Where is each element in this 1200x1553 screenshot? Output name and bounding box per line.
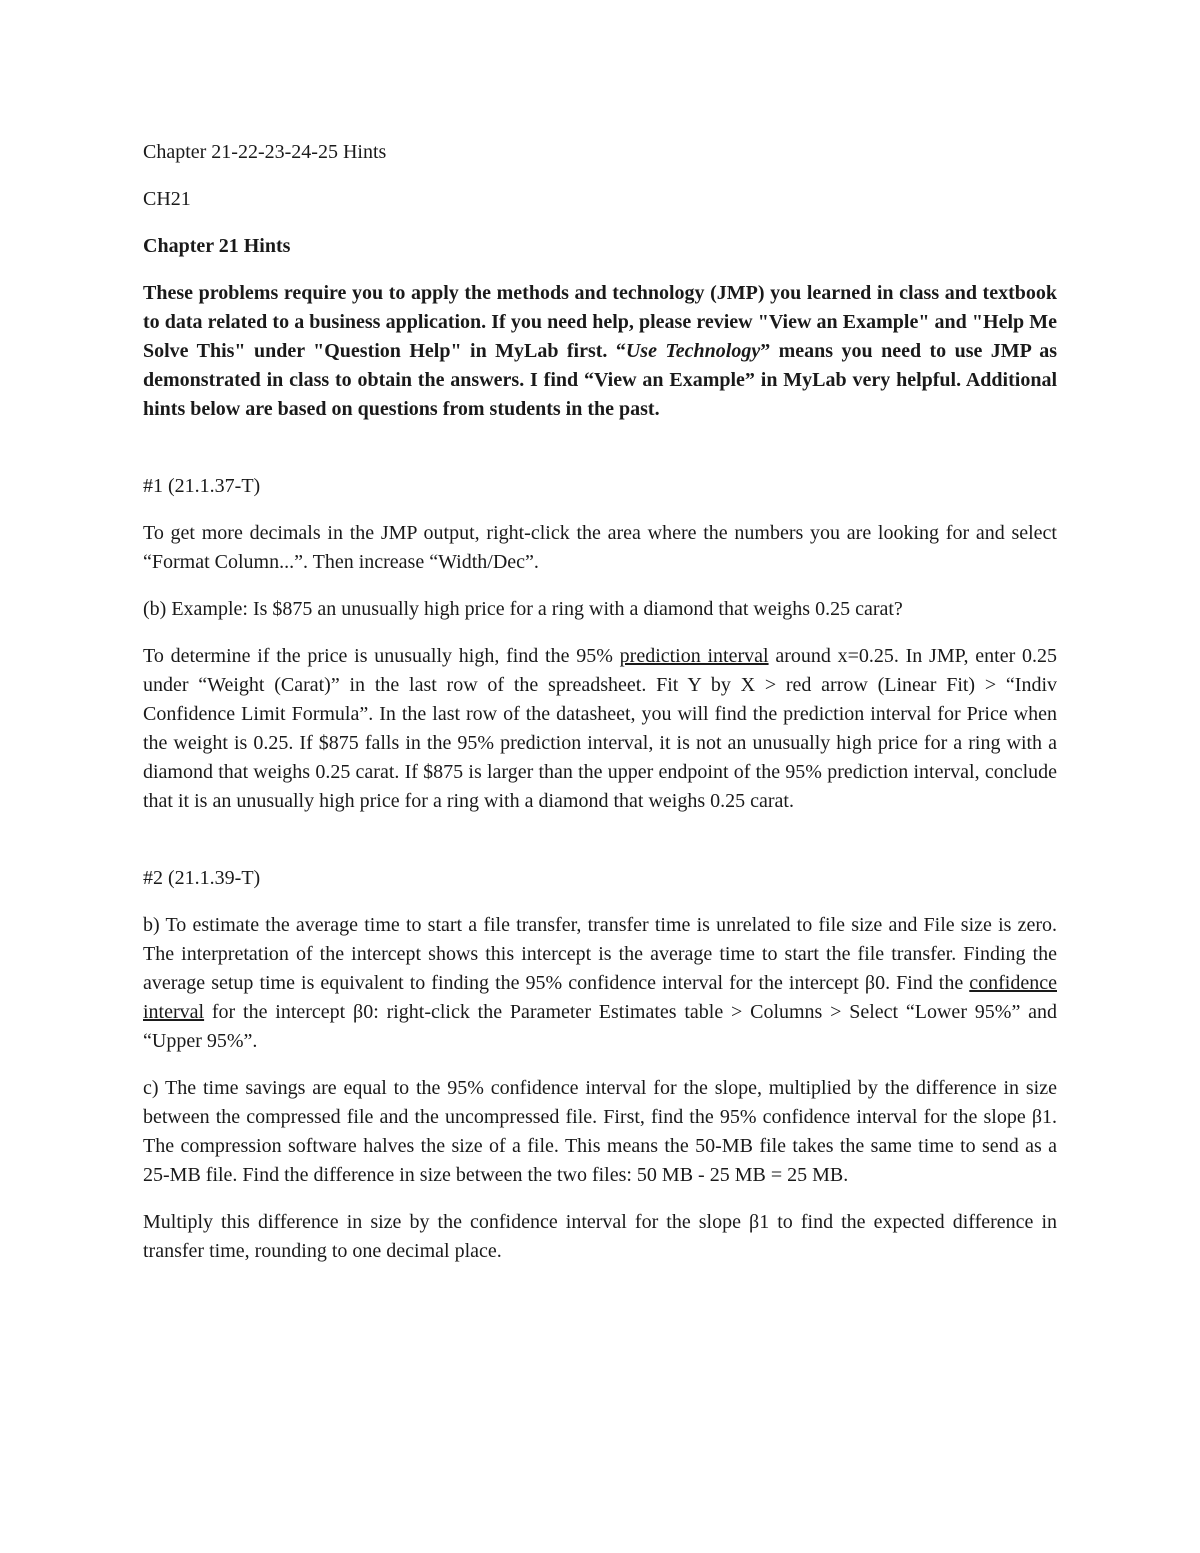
intro-text-part2: ” means you need to use JMP as demonstrated in class to obtain the answers. I find “View an Example” in MyLab very helpful. Additional hints below are based on questions from students in the past. (143, 340, 1058, 420)
problem1-paragraph-decimals: To get more decimals in the JMP output, right-click the area where the numbers you are looking for and select “Format Column...”. Then increase “Width/Dec”. (143, 522, 1057, 573)
document-title: Chapter 21-22-23-24-25 Hints (143, 141, 387, 163)
chapter-heading: Chapter 21 Hints (143, 235, 291, 257)
problem2-paragraph-c: c) The time savings are equal to the 95% confidence interval for the slope, multiplied by the difference in size between the compressed file and the uncompressed file. First, find the 95% confidence interval for the slope β1. The compression software halves the size of a file. This means the 50-MB file takes the same time to send as a 25-MB file. Find the difference in size between the two files: 50 MB - 25 MB = 25 MB. (143, 1077, 1057, 1186)
problem2-b-text-b: for the intercept β0: right-click the Parameter Estimates table > Columns > Select “Lower 95%” and “Upper 95%”. (143, 1001, 1057, 1052)
section-code: CH21 (143, 188, 191, 210)
problem1-heading: #1 (21.1.37-T) (143, 475, 261, 497)
problem2-paragraph-b (143, 911, 1057, 1056)
problem2-paragraph-multiply: Multiply this difference in size by the confidence interval for the slope β1 to find the expected difference in transfer time, rounding to one decimal place. (143, 1211, 1057, 1262)
problem1-para3-text-b: around x=0.25. In JMP, enter 0.25 under “Weight (Carat)” in the last row of the spreadsheet. Fit Y by X > red arrow (Linear Fit) > “Indiv Confidence Limit Formula”. In the last row of the datasheet, you will find the prediction interval for Price when the weight is 0.25. If $875 falls in the 95% prediction interval, it is not an unusually high price for a ring with a diamond that weighs 0.25 carat. If $875 is larger than the upper endpoint of the 95% prediction interval, conclude that it is an unusually high price for a ring with a diamond that weighs 0.25 carat. (143, 645, 1058, 812)
problem1-para3-text-a: To determine if the price is unusually high, find the 95% (143, 645, 620, 667)
intro-paragraph (143, 279, 1057, 424)
problem2-heading: #2 (21.1.39-T) (143, 867, 261, 889)
confidence-interval-term: confidence interval (143, 972, 1057, 1023)
problem2-b-text-a: b) To estimate the average time to start a file transfer, transfer time is unrelated to file size and File size is zero. The interpretation of the intercept shows this intercept is the average time to start the file transfer. Finding the average setup time is equivalent to finding the 95% confidence interval for the intercept β0. Find the (143, 914, 1057, 994)
prediction-interval-term: prediction interval (619, 645, 769, 667)
intro-italic-term: Use Technology (625, 340, 761, 362)
problem1-paragraph-prediction (143, 642, 1057, 816)
document-page (143, 138, 1057, 1284)
problem1-paragraph-example: (b) Example: Is $875 an unusually high price for a ring with a diamond that weighs 0.25 carat? (143, 598, 903, 620)
intro-text-part1: These problems require you to apply the methods and technology (JMP) you learned in class and textbook to data related to a business application. If you need help, please review "View an Example" and "Help Me Solve This" under "Question Help" in MyLab first. “ (143, 282, 1057, 362)
